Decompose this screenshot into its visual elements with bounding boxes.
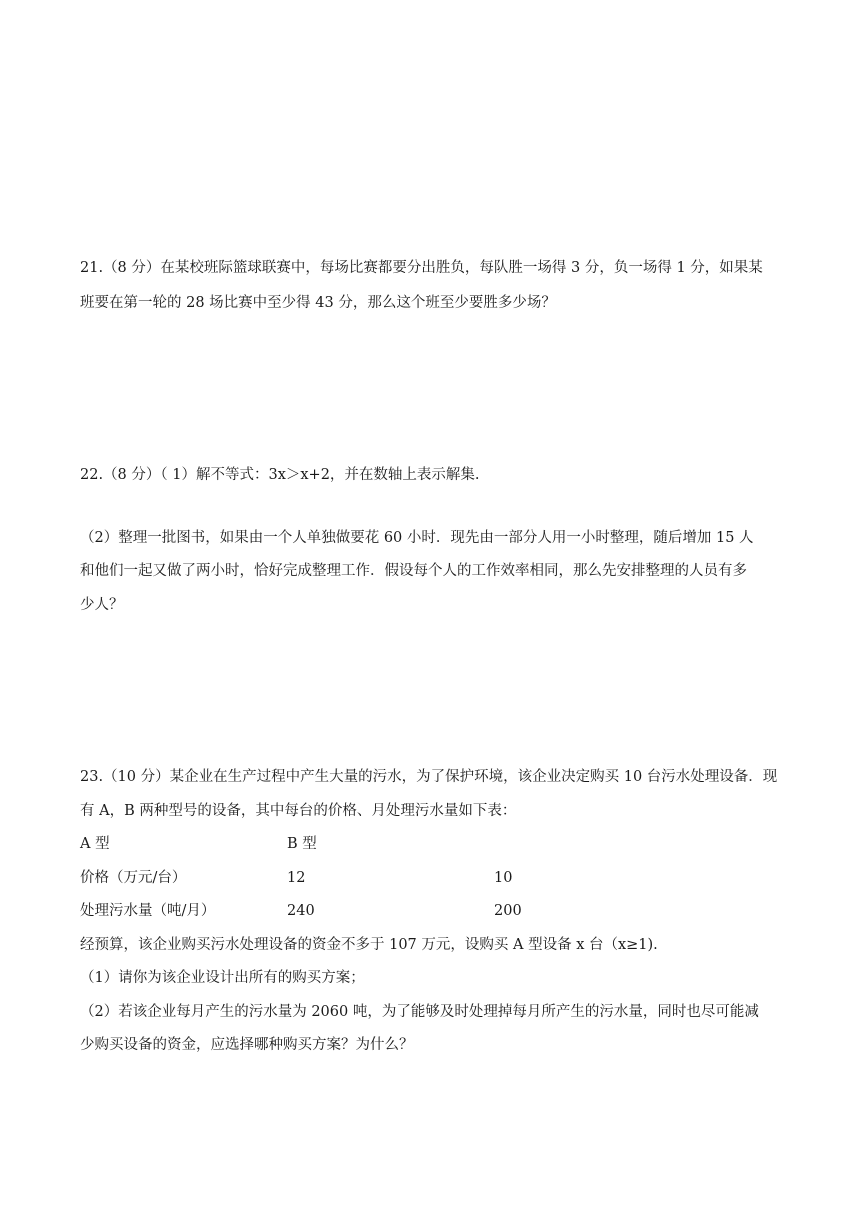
- table-header-a: A 型: [80, 836, 110, 852]
- q23-line-2: 有 A，B 两种型号的设备，其中每台的价格、月处理污水量如下表：: [80, 803, 517, 819]
- q23-sub-2-line-1: （2）若该企业每月产生的污水量为 2060 吨，为了能够及时处理掉每月所产生的污水量，同时也尽可能减: [80, 1004, 759, 1020]
- q23-budget: 经预算，该企业购买污水处理设备的资金不多于 107 万元，设购买 A 型设备 x 台（x≥1).: [80, 937, 658, 953]
- q22-part-2-line-1: （2）整理一批图书，如果由一个人单独做要花 60 小时．现先由一部分人用一小时整理，随后增加 15 人: [80, 530, 754, 546]
- q22-part-1: 22.（8 分）（ 1）解不等式：3x＞x+2，并在数轴上表示解集.: [80, 467, 480, 483]
- q22-part-2-line-2: 和他们一起又做了两小时，恰好完成整理工作．假设每个人的工作效率相同，那么先安排整理的人员有多: [80, 563, 747, 579]
- table-row-capacity-b: 200: [494, 903, 522, 919]
- q22-part-2-line-3: 少人？: [80, 597, 124, 613]
- q23-sub-2-line-2: 少购买设备的资金，应选择哪种购买方案？为什么？: [80, 1037, 414, 1053]
- q23-sub-1: （1）请你为该企业设计出所有的购买方案；: [80, 970, 365, 986]
- table-row-capacity-label: 处理污水量（吨/月）: [80, 903, 216, 919]
- table-row-price-label: 价格（万元/台）: [80, 870, 187, 886]
- q21-line-1: 21.（8 分）在某校班际篮球联赛中，每场比赛都要分出胜负，每队胜一场得 3 分，负一场得 1 分，如果某: [80, 260, 763, 276]
- table-row-price-a: 12: [287, 870, 306, 886]
- q21-line-2: 班要在第一轮的 28 场比赛中至少得 43 分，那么这个班至少要胜多少场？: [80, 295, 556, 311]
- table-row-capacity-a: 240: [287, 903, 315, 919]
- table-header-b: B 型: [287, 836, 317, 852]
- table-row-price-b: 10: [494, 870, 513, 886]
- q23-line-1: 23.（10 分）某企业在生产过程中产生大量的污水，为了保护环境，该企业决定购买 10 台污水处理设备．现: [80, 769, 778, 785]
